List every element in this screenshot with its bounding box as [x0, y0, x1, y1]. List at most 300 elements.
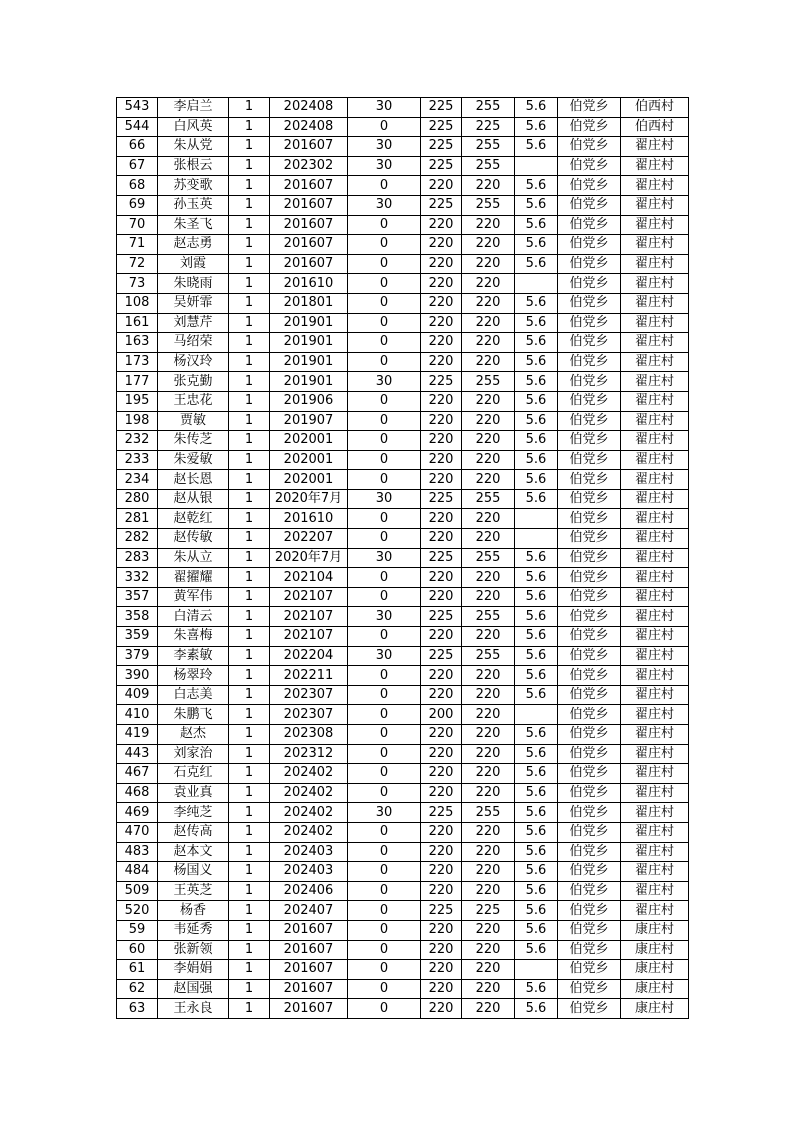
person-name-cell: 袁业真: [158, 783, 229, 803]
record-id-cell: 163: [117, 333, 158, 353]
village-cell: 翟庄村: [621, 685, 689, 705]
table-row: [117, 509, 689, 529]
record-id-cell: 161: [117, 313, 158, 333]
start-date-cell: 201607: [270, 195, 348, 215]
start-date-cell: 202104: [270, 568, 348, 588]
person-name-cell: 朱圣飞: [158, 215, 229, 235]
person-name-cell: 朱爱敏: [158, 450, 229, 470]
person-name-cell: 李纯芝: [158, 803, 229, 823]
start-date-cell: 201801: [270, 293, 348, 313]
household-count-cell: 1: [229, 548, 270, 568]
village-cell: 翟庄村: [621, 450, 689, 470]
person-name-cell: 王永良: [158, 999, 229, 1019]
rate-cell: [515, 705, 558, 725]
village-cell: 翟庄村: [621, 235, 689, 255]
record-id-cell: 409: [117, 685, 158, 705]
person-name-cell: 王忠花: [158, 391, 229, 411]
table-row: [117, 979, 689, 999]
person-name-cell: 赵长恩: [158, 470, 229, 490]
person-name-cell: 张新领: [158, 940, 229, 960]
amount-a-cell: 0: [348, 666, 421, 686]
village-cell: 翟庄村: [621, 822, 689, 842]
start-date-cell: 202312: [270, 744, 348, 764]
start-date-cell: 201607: [270, 960, 348, 980]
person-name-cell: 杨香: [158, 901, 229, 921]
record-id-cell: 59: [117, 920, 158, 940]
person-name-cell: 赵本文: [158, 842, 229, 862]
township-cell: 伯党乡: [558, 176, 621, 196]
amount-a-cell: 0: [348, 568, 421, 588]
record-id-cell: 282: [117, 529, 158, 549]
table-row: [117, 705, 689, 725]
amount-total-cell: 255: [462, 489, 515, 509]
rate-cell: 5.6: [515, 725, 558, 745]
start-date-cell: 202402: [270, 783, 348, 803]
rate-cell: 5.6: [515, 254, 558, 274]
household-count-cell: 1: [229, 391, 270, 411]
start-date-cell: 201607: [270, 176, 348, 196]
amount-total-cell: 220: [462, 391, 515, 411]
household-count-cell: 1: [229, 274, 270, 294]
table-row: [117, 803, 689, 823]
person-name-cell: 吴妍霏: [158, 293, 229, 313]
amount-total-cell: 220: [462, 176, 515, 196]
person-name-cell: 赵传高: [158, 822, 229, 842]
amount-b-cell: 225: [421, 372, 462, 392]
township-cell: 伯党乡: [558, 979, 621, 999]
person-name-cell: 翟擢耀: [158, 568, 229, 588]
village-cell: 康庄村: [621, 979, 689, 999]
township-cell: 伯党乡: [558, 431, 621, 451]
amount-total-cell: 220: [462, 470, 515, 490]
household-count-cell: 1: [229, 999, 270, 1019]
amount-total-cell: 220: [462, 666, 515, 686]
rate-cell: 5.6: [515, 450, 558, 470]
amount-total-cell: 220: [462, 254, 515, 274]
rate-cell: 5.6: [515, 881, 558, 901]
amount-b-cell: 220: [421, 293, 462, 313]
amount-a-cell: 0: [348, 215, 421, 235]
township-cell: 伯党乡: [558, 960, 621, 980]
rate-cell: 5.6: [515, 862, 558, 882]
table-row: [117, 156, 689, 176]
village-cell: 翟庄村: [621, 842, 689, 862]
record-id-cell: 357: [117, 587, 158, 607]
record-id-cell: 173: [117, 352, 158, 372]
record-id-cell: 544: [117, 117, 158, 137]
person-name-cell: 杨汉玲: [158, 352, 229, 372]
table-row: [117, 450, 689, 470]
rate-cell: 5.6: [515, 117, 558, 137]
start-date-cell: 201607: [270, 999, 348, 1019]
rate-cell: 5.6: [515, 411, 558, 431]
start-date-cell: 201901: [270, 372, 348, 392]
amount-b-cell: 220: [421, 470, 462, 490]
household-count-cell: 1: [229, 156, 270, 176]
household-count-cell: 1: [229, 117, 270, 137]
start-date-cell: 202207: [270, 529, 348, 549]
amount-a-cell: 0: [348, 391, 421, 411]
table-row: [117, 822, 689, 842]
person-name-cell: 赵志勇: [158, 235, 229, 255]
amount-total-cell: 220: [462, 744, 515, 764]
amount-a-cell: 0: [348, 313, 421, 333]
record-id-cell: 281: [117, 509, 158, 529]
start-date-cell: 202407: [270, 901, 348, 921]
amount-total-cell: 220: [462, 979, 515, 999]
rate-cell: 5.6: [515, 431, 558, 451]
township-cell: 伯党乡: [558, 764, 621, 784]
amount-total-cell: 220: [462, 705, 515, 725]
amount-a-cell: 30: [348, 803, 421, 823]
amount-a-cell: 0: [348, 725, 421, 745]
record-id-cell: 520: [117, 901, 158, 921]
amount-total-cell: 220: [462, 783, 515, 803]
village-cell: 翟庄村: [621, 862, 689, 882]
amount-a-cell: 30: [348, 646, 421, 666]
amount-total-cell: 220: [462, 960, 515, 980]
township-cell: 伯党乡: [558, 685, 621, 705]
start-date-cell: 202403: [270, 862, 348, 882]
household-count-cell: 1: [229, 215, 270, 235]
township-cell: 伯党乡: [558, 372, 621, 392]
start-date-cell: 202402: [270, 764, 348, 784]
amount-b-cell: 220: [421, 352, 462, 372]
amount-total-cell: 255: [462, 137, 515, 157]
amount-b-cell: 220: [421, 881, 462, 901]
village-cell: 伯西村: [621, 98, 689, 118]
person-name-cell: 赵从银: [158, 489, 229, 509]
household-count-cell: 1: [229, 137, 270, 157]
household-count-cell: 1: [229, 979, 270, 999]
amount-a-cell: 0: [348, 783, 421, 803]
table-row: [117, 548, 689, 568]
amount-a-cell: 0: [348, 920, 421, 940]
start-date-cell: 201607: [270, 254, 348, 274]
township-cell: 伯党乡: [558, 999, 621, 1019]
amount-b-cell: 225: [421, 803, 462, 823]
household-count-cell: 1: [229, 489, 270, 509]
rate-cell: 5.6: [515, 940, 558, 960]
village-cell: 翟庄村: [621, 666, 689, 686]
township-cell: 伯党乡: [558, 587, 621, 607]
village-cell: 翟庄村: [621, 646, 689, 666]
household-count-cell: 1: [229, 705, 270, 725]
rate-cell: 5.6: [515, 215, 558, 235]
start-date-cell: 202107: [270, 607, 348, 627]
village-cell: 翟庄村: [621, 215, 689, 235]
start-date-cell: 201901: [270, 313, 348, 333]
household-count-cell: 1: [229, 646, 270, 666]
amount-total-cell: 255: [462, 803, 515, 823]
amount-b-cell: 225: [421, 117, 462, 137]
person-name-cell: 杨国义: [158, 862, 229, 882]
amount-a-cell: 30: [348, 607, 421, 627]
table-row: [117, 920, 689, 940]
household-count-cell: 1: [229, 920, 270, 940]
start-date-cell: 202408: [270, 98, 348, 118]
household-count-cell: 1: [229, 529, 270, 549]
rate-cell: 5.6: [515, 293, 558, 313]
household-count-cell: 1: [229, 901, 270, 921]
township-cell: 伯党乡: [558, 235, 621, 255]
amount-b-cell: 220: [421, 666, 462, 686]
amount-total-cell: 220: [462, 842, 515, 862]
person-name-cell: 朱晓雨: [158, 274, 229, 294]
record-id-cell: 198: [117, 411, 158, 431]
amount-total-cell: 220: [462, 627, 515, 647]
rate-cell: [515, 156, 558, 176]
table-row: [117, 313, 689, 333]
township-cell: 伯党乡: [558, 705, 621, 725]
start-date-cell: 201607: [270, 215, 348, 235]
household-count-cell: 1: [229, 822, 270, 842]
table-row: [117, 666, 689, 686]
amount-a-cell: 0: [348, 509, 421, 529]
start-date-cell: 201607: [270, 979, 348, 999]
household-count-cell: 1: [229, 666, 270, 686]
table-row: [117, 999, 689, 1019]
amount-a-cell: 0: [348, 999, 421, 1019]
start-date-cell: 201907: [270, 411, 348, 431]
township-cell: 伯党乡: [558, 901, 621, 921]
start-date-cell: 202001: [270, 470, 348, 490]
record-id-cell: 234: [117, 470, 158, 490]
person-name-cell: 李启兰: [158, 98, 229, 118]
table-row: [117, 431, 689, 451]
rate-cell: 5.6: [515, 568, 558, 588]
start-date-cell: 2020年7月: [270, 489, 348, 509]
rate-cell: [515, 274, 558, 294]
amount-a-cell: 30: [348, 489, 421, 509]
rate-cell: [515, 509, 558, 529]
household-count-cell: 1: [229, 725, 270, 745]
amount-a-cell: 0: [348, 352, 421, 372]
amount-total-cell: 220: [462, 509, 515, 529]
record-id-cell: 66: [117, 137, 158, 157]
amount-b-cell: 220: [421, 215, 462, 235]
township-cell: 伯党乡: [558, 333, 621, 353]
table-row: [117, 587, 689, 607]
amount-a-cell: 0: [348, 333, 421, 353]
amount-b-cell: 220: [421, 920, 462, 940]
amount-b-cell: 225: [421, 137, 462, 157]
start-date-cell: 202403: [270, 842, 348, 862]
village-cell: 康庄村: [621, 940, 689, 960]
amount-total-cell: 220: [462, 685, 515, 705]
start-date-cell: 201607: [270, 920, 348, 940]
amount-total-cell: 255: [462, 372, 515, 392]
township-cell: 伯党乡: [558, 117, 621, 137]
record-id-cell: 467: [117, 764, 158, 784]
record-id-cell: 69: [117, 195, 158, 215]
village-cell: 翟庄村: [621, 137, 689, 157]
person-name-cell: 刘慧芹: [158, 313, 229, 333]
person-name-cell: 黄军伟: [158, 587, 229, 607]
amount-total-cell: 220: [462, 450, 515, 470]
village-cell: 翟庄村: [621, 274, 689, 294]
rate-cell: 5.6: [515, 842, 558, 862]
person-name-cell: 赵乾红: [158, 509, 229, 529]
start-date-cell: 202307: [270, 685, 348, 705]
start-date-cell: 202204: [270, 646, 348, 666]
village-cell: 翟庄村: [621, 901, 689, 921]
start-date-cell: 201607: [270, 235, 348, 255]
person-name-cell: 白志美: [158, 685, 229, 705]
household-count-cell: 1: [229, 881, 270, 901]
household-count-cell: 1: [229, 509, 270, 529]
record-id-cell: 484: [117, 862, 158, 882]
start-date-cell: 202406: [270, 881, 348, 901]
village-cell: 翟庄村: [621, 352, 689, 372]
amount-b-cell: 220: [421, 313, 462, 333]
rate-cell: 5.6: [515, 920, 558, 940]
village-cell: 伯西村: [621, 117, 689, 137]
rate-cell: 5.6: [515, 235, 558, 255]
township-cell: 伯党乡: [558, 215, 621, 235]
household-count-cell: 1: [229, 352, 270, 372]
township-cell: 伯党乡: [558, 156, 621, 176]
rate-cell: 5.6: [515, 372, 558, 392]
person-name-cell: 张克勤: [158, 372, 229, 392]
rate-cell: [515, 960, 558, 980]
amount-total-cell: 220: [462, 431, 515, 451]
amount-b-cell: 220: [421, 254, 462, 274]
household-count-cell: 1: [229, 333, 270, 353]
village-cell: 康庄村: [621, 960, 689, 980]
table-row: [117, 529, 689, 549]
amount-total-cell: 220: [462, 568, 515, 588]
amount-total-cell: 220: [462, 313, 515, 333]
township-cell: 伯党乡: [558, 744, 621, 764]
amount-b-cell: 220: [421, 509, 462, 529]
rate-cell: 5.6: [515, 627, 558, 647]
amount-a-cell: 0: [348, 862, 421, 882]
village-cell: 康庄村: [621, 999, 689, 1019]
amount-b-cell: 220: [421, 999, 462, 1019]
table-row: [117, 685, 689, 705]
roster-table: [116, 97, 689, 1019]
record-id-cell: 232: [117, 431, 158, 451]
rate-cell: 5.6: [515, 352, 558, 372]
household-count-cell: 1: [229, 431, 270, 451]
record-id-cell: 410: [117, 705, 158, 725]
amount-a-cell: 0: [348, 293, 421, 313]
township-cell: 伯党乡: [558, 725, 621, 745]
table-row: [117, 725, 689, 745]
amount-b-cell: 220: [421, 333, 462, 353]
table-row: [117, 744, 689, 764]
person-name-cell: 孙玉英: [158, 195, 229, 215]
amount-b-cell: 220: [421, 450, 462, 470]
rate-cell: 5.6: [515, 391, 558, 411]
table-row: [117, 646, 689, 666]
township-cell: 伯党乡: [558, 489, 621, 509]
table-row: [117, 215, 689, 235]
amount-total-cell: 225: [462, 901, 515, 921]
township-cell: 伯党乡: [558, 646, 621, 666]
amount-b-cell: 225: [421, 548, 462, 568]
household-count-cell: 1: [229, 685, 270, 705]
table-row: [117, 470, 689, 490]
record-id-cell: 509: [117, 881, 158, 901]
table-row: [117, 195, 689, 215]
rate-cell: 5.6: [515, 783, 558, 803]
person-name-cell: 刘家治: [158, 744, 229, 764]
start-date-cell: 201610: [270, 509, 348, 529]
amount-total-cell: 220: [462, 587, 515, 607]
start-date-cell: 202107: [270, 627, 348, 647]
amount-a-cell: 30: [348, 548, 421, 568]
amount-total-cell: 225: [462, 117, 515, 137]
start-date-cell: 201610: [270, 274, 348, 294]
rate-cell: 5.6: [515, 822, 558, 842]
amount-b-cell: 200: [421, 705, 462, 725]
village-cell: 翟庄村: [621, 470, 689, 490]
start-date-cell: 202408: [270, 117, 348, 137]
rate-cell: 5.6: [515, 744, 558, 764]
household-count-cell: 1: [229, 842, 270, 862]
household-count-cell: 1: [229, 235, 270, 255]
record-id-cell: 443: [117, 744, 158, 764]
start-date-cell: 2020年7月: [270, 548, 348, 568]
start-date-cell: 201901: [270, 333, 348, 353]
person-name-cell: 朱从党: [158, 137, 229, 157]
village-cell: 翟庄村: [621, 529, 689, 549]
village-cell: 翟庄村: [621, 803, 689, 823]
person-name-cell: 杨翠玲: [158, 666, 229, 686]
household-count-cell: 1: [229, 587, 270, 607]
table-row: [117, 862, 689, 882]
rate-cell: 5.6: [515, 548, 558, 568]
amount-total-cell: 220: [462, 881, 515, 901]
amount-b-cell: 220: [421, 960, 462, 980]
household-count-cell: 1: [229, 98, 270, 118]
amount-total-cell: 220: [462, 862, 515, 882]
village-cell: 翟庄村: [621, 783, 689, 803]
amount-a-cell: 0: [348, 470, 421, 490]
township-cell: 伯党乡: [558, 529, 621, 549]
amount-b-cell: 220: [421, 685, 462, 705]
table-row: [117, 901, 689, 921]
record-id-cell: 67: [117, 156, 158, 176]
table-row: [117, 293, 689, 313]
rate-cell: 5.6: [515, 98, 558, 118]
table-row: [117, 254, 689, 274]
amount-total-cell: 220: [462, 274, 515, 294]
township-cell: 伯党乡: [558, 862, 621, 882]
record-id-cell: 60: [117, 940, 158, 960]
township-cell: 伯党乡: [558, 842, 621, 862]
start-date-cell: 202402: [270, 803, 348, 823]
amount-b-cell: 225: [421, 98, 462, 118]
start-date-cell: 201607: [270, 137, 348, 157]
township-cell: 伯党乡: [558, 313, 621, 333]
rate-cell: 5.6: [515, 685, 558, 705]
start-date-cell: 202402: [270, 822, 348, 842]
village-cell: 翟庄村: [621, 764, 689, 784]
amount-a-cell: 0: [348, 940, 421, 960]
table-row: [117, 372, 689, 392]
household-count-cell: 1: [229, 862, 270, 882]
record-id-cell: 61: [117, 960, 158, 980]
rate-cell: 5.6: [515, 979, 558, 999]
village-cell: 翟庄村: [621, 254, 689, 274]
record-id-cell: 177: [117, 372, 158, 392]
amount-b-cell: 220: [421, 176, 462, 196]
table-row: [117, 627, 689, 647]
table-row: [117, 568, 689, 588]
